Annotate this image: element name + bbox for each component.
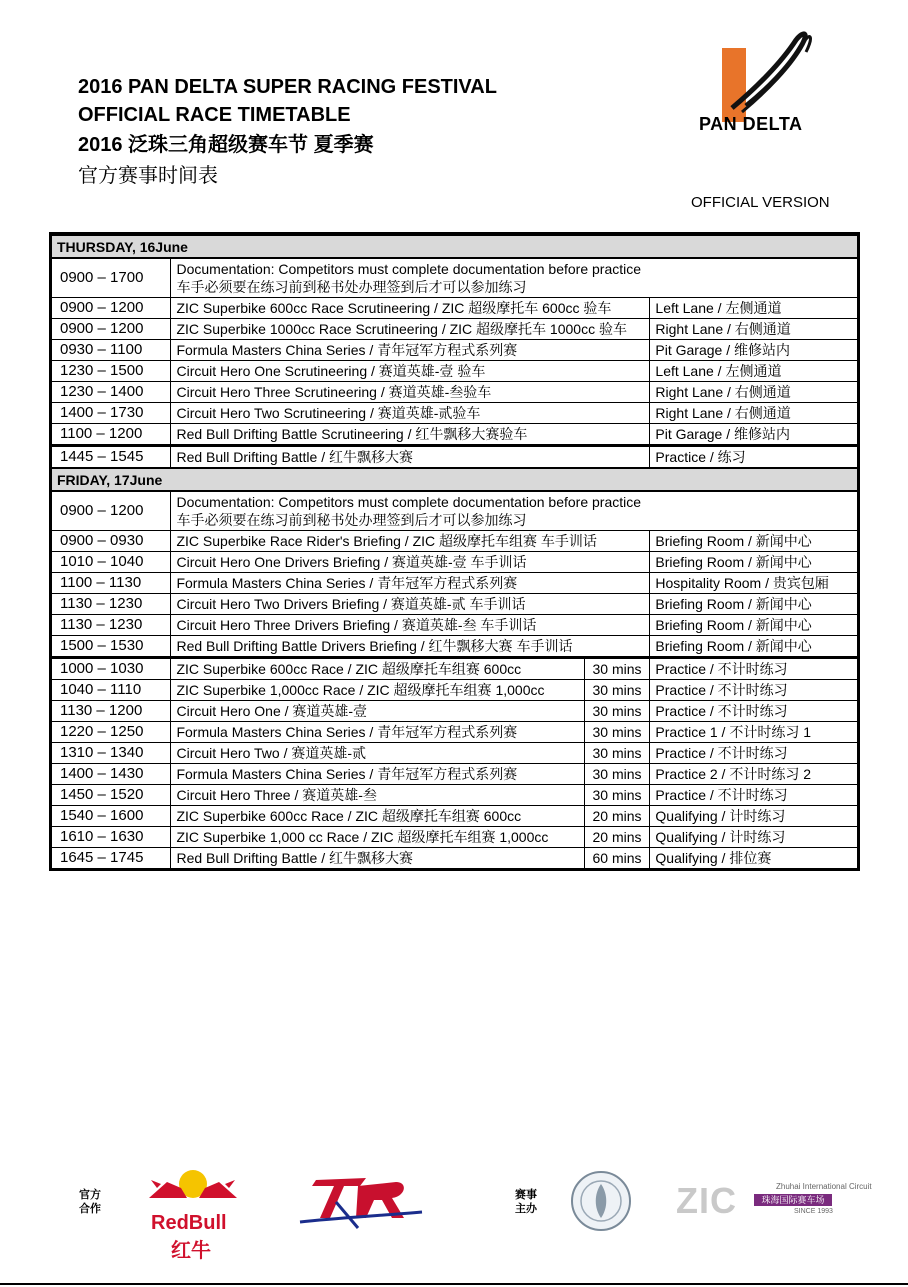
organizer-label-line2: 主办 [515,1203,537,1215]
session-time: 1500 – 1530 [52,636,171,658]
session-time: 1610 – 1630 [52,827,171,848]
session-event: ZIC Superbike 600cc Race / ZIC 超级摩托车组赛 600cc [171,806,584,827]
day-header-label: THURSDAY, 16June [52,235,858,258]
session-event: Red Bull Drifting Battle Drivers Briefing / 红牛飘移大赛 车手训话 [171,636,650,658]
session-location: Briefing Room / 新闻中心 [650,594,858,615]
trt-logo [296,1172,426,1236]
session-type: Qualifying / 计时练习 [650,806,858,827]
session-time: 1100 – 1200 [52,424,171,446]
schedule-row [52,298,858,319]
title-cn-timetable: 官方赛事时间表 [78,165,218,187]
session-duration: 30 mins [584,785,650,806]
session-event: Formula Masters China Series / 青年冠军方程式系列赛 [171,722,584,743]
session-time: 0900 – 0930 [52,531,171,552]
session-row [52,680,858,701]
session-type: Practice / 不计时练习 [650,743,858,764]
session-row [52,806,858,827]
zic-logo-cn: 珠海国际赛车场 [754,1194,832,1206]
session-location: Briefing Room / 新闻中心 [650,615,858,636]
documentation-row [52,491,858,531]
session-time: 1130 – 1230 [52,594,171,615]
title-en-timetable: OFFICIAL RACE TIMETABLE [78,104,351,126]
session-duration: 30 mins [584,701,650,722]
session-type: Practice / 不计时练习 [650,680,858,701]
session-row [52,743,858,764]
day-header-row [52,235,858,258]
session-duration: 30 mins [584,722,650,743]
zic-logo-text: ZIC [676,1180,737,1221]
redbull-bulls-icon [147,1162,239,1212]
documentation-cell [171,491,858,531]
session-type: Practice / 不计时练习 [650,658,858,680]
session-row [52,764,858,785]
session-location: Pit Garage / 维修站内 [650,340,858,361]
zic-logo-subtitle: Zhuhai International Circuit [776,1182,872,1191]
session-time: 1040 – 1110 [52,680,171,701]
session-time: 0900 – 1200 [52,491,171,531]
session-time: 1310 – 1340 [52,743,171,764]
session-event: Circuit Hero Three / 赛道英雄-叁 [171,785,584,806]
session-time: 1445 – 1545 [52,446,171,469]
timetable-body [52,235,858,869]
session-event: Circuit Hero Three Drivers Briefing / 赛道英雄-叁 车手训话 [171,615,650,636]
session-row [52,701,858,722]
official-version-label: OFFICIAL VERSION [691,194,830,211]
race-timetable [51,234,858,869]
session-location: Left Lane / 左侧通道 [650,361,858,382]
schedule-row [52,594,858,615]
session-event: ZIC Superbike 600cc Race / ZIC 超级摩托车组赛 600cc [171,658,584,680]
session-event: ZIC Superbike 600cc Race Scrutineering / ZIC 超级摩托车 600cc 验车 [171,298,650,319]
session-event: Circuit Hero Two Drivers Briefing / 赛道英雄-贰 车手训话 [171,594,650,615]
schedule-row [52,573,858,594]
trt-logo-icon [296,1172,426,1236]
pan-delta-swoosh-icon [696,28,836,118]
session-event: Red Bull Drifting Battle Scrutineering / 红牛飘移大赛验车 [171,424,650,446]
title-en-festival: 2016 PAN DELTA SUPER RACING FESTIVAL [78,76,497,98]
schedule-row [52,531,858,552]
session-time: 1645 – 1745 [52,848,171,869]
session-time: 0930 – 1100 [52,340,171,361]
session-event: ZIC Superbike 1,000cc Race / ZIC 超级摩托车组赛 1,000cc [171,680,584,701]
schedule-row [52,382,858,403]
redbull-logo [147,1162,239,1262]
schedule-row [52,424,858,446]
documentation-text-en: Documentation: Competitors must complete documentation before practice [176,494,642,510]
session-row [52,827,858,848]
pan-delta-logo-text: PAN DELTA [699,114,803,134]
documentation-text-cn: 车手必须要在练习前到秘书处办理签到后才可以参加练习 [176,279,527,295]
session-location: Practice / 练习 [650,446,858,469]
session-row [52,785,858,806]
session-event: ZIC Superbike 1,000 cc Race / ZIC 超级摩托车组赛 1,000cc [171,827,584,848]
page-bottom-rule [0,1283,908,1285]
schedule-row [52,636,858,658]
organizer-label-line1: 赛事 [515,1189,537,1201]
session-location: Right Lane / 右侧通道 [650,403,858,424]
documentation-text-en: Documentation: Competitors must complete documentation before practice [176,261,642,277]
organizer-label [515,1188,537,1216]
organizer-seal-logo [570,1170,632,1232]
session-event: Circuit Hero Two Scrutineering / 赛道英雄-贰验车 [171,403,650,424]
organizer-seal-icon [570,1170,632,1232]
session-location: Left Lane / 左侧通道 [650,298,858,319]
session-event: Red Bull Drifting Battle / 红牛飘移大赛 [171,848,584,869]
day-header-label: FRIDAY, 17June [52,468,858,491]
session-time: 1400 – 1730 [52,403,171,424]
session-time: 1450 – 1520 [52,785,171,806]
session-duration: 30 mins [584,764,650,785]
session-time: 1010 – 1040 [52,552,171,573]
session-event: Red Bull Drifting Battle / 红牛飘移大赛 [171,446,650,469]
session-time: 1230 – 1400 [52,382,171,403]
session-location: Briefing Room / 新闻中心 [650,531,858,552]
schedule-row [52,446,858,469]
partner-label-line2: 合作 [79,1203,101,1215]
session-time: 1230 – 1500 [52,361,171,382]
session-event: Circuit Hero Two / 赛道英雄-贰 [171,743,584,764]
partner-label-line1: 官方 [79,1189,101,1201]
session-type: Qualifying / 排位赛 [650,848,858,869]
session-time: 1540 – 1600 [52,806,171,827]
redbull-logo-text: RedBull [151,1212,227,1234]
session-time: 1130 – 1230 [52,615,171,636]
schedule-row [52,552,858,573]
session-event: ZIC Superbike 1000cc Race Scrutineering / ZIC 超级摩托车 1000cc 验车 [171,319,650,340]
session-type: Qualifying / 计时练习 [650,827,858,848]
redbull-logo-cn: 红牛 [171,1240,211,1262]
day-header-row [52,468,858,491]
schedule-row [52,403,858,424]
session-time: 1220 – 1250 [52,722,171,743]
session-type: Practice / 不计时练习 [650,785,858,806]
session-time: 1400 – 1430 [52,764,171,785]
session-duration: 30 mins [584,743,650,764]
session-time: 1130 – 1200 [52,701,171,722]
session-location: Right Lane / 右侧通道 [650,382,858,403]
session-location: Pit Garage / 维修站内 [650,424,858,446]
session-time: 0900 – 1200 [52,319,171,340]
session-time: 1100 – 1130 [52,573,171,594]
title-cn-festival: 2016 泛珠三角超级赛车节 夏季赛 [78,134,374,156]
session-row [52,658,858,680]
session-event: Circuit Hero Three Scrutineering / 赛道英雄-叁验车 [171,382,650,403]
session-location: Briefing Room / 新闻中心 [650,552,858,573]
documentation-row [52,258,858,298]
session-time: 1000 – 1030 [52,658,171,680]
session-event: Formula Masters China Series / 青年冠军方程式系列赛 [171,573,650,594]
zic-logo [676,1180,872,1221]
session-type: Practice / 不计时练习 [650,701,858,722]
partner-label [79,1188,101,1216]
schedule-row [52,615,858,636]
pan-delta-logo [696,28,836,138]
session-duration: 60 mins [584,848,650,869]
session-duration: 30 mins [584,680,650,701]
sponsor-footer [0,1150,908,1260]
session-row [52,722,858,743]
session-event: ZIC Superbike Race Rider's Briefing / ZIC 超级摩托车组赛 车手训话 [171,531,650,552]
session-duration: 30 mins [584,658,650,680]
session-event: Circuit Hero One Drivers Briefing / 赛道英雄-壹 车手训话 [171,552,650,573]
session-location: Briefing Room / 新闻中心 [650,636,858,658]
session-time: 0900 – 1200 [52,298,171,319]
session-duration: 20 mins [584,827,650,848]
session-duration: 20 mins [584,806,650,827]
schedule-row [52,361,858,382]
session-event: Circuit Hero One / 赛道英雄-壹 [171,701,584,722]
schedule-row [52,340,858,361]
session-location: Hospitality Room / 贵宾包厢 [650,573,858,594]
session-type: Practice 2 / 不计时练习 2 [650,764,858,785]
session-event: Formula Masters China Series / 青年冠军方程式系列赛 [171,340,650,361]
session-row [52,848,858,869]
session-time: 0900 – 1700 [52,258,171,298]
session-event: Formula Masters China Series / 青年冠军方程式系列赛 [171,764,584,785]
documentation-cell [171,258,858,298]
documentation-text-cn: 车手必须要在练习前到秘书处办理签到后才可以参加练习 [176,512,527,528]
session-location: Right Lane / 右侧通道 [650,319,858,340]
zic-logo-since: SINCE 1993 [794,1208,833,1215]
session-type: Practice 1 / 不计时练习 1 [650,722,858,743]
schedule-row [52,319,858,340]
session-event: Circuit Hero One Scrutineering / 赛道英雄-壹 验车 [171,361,650,382]
